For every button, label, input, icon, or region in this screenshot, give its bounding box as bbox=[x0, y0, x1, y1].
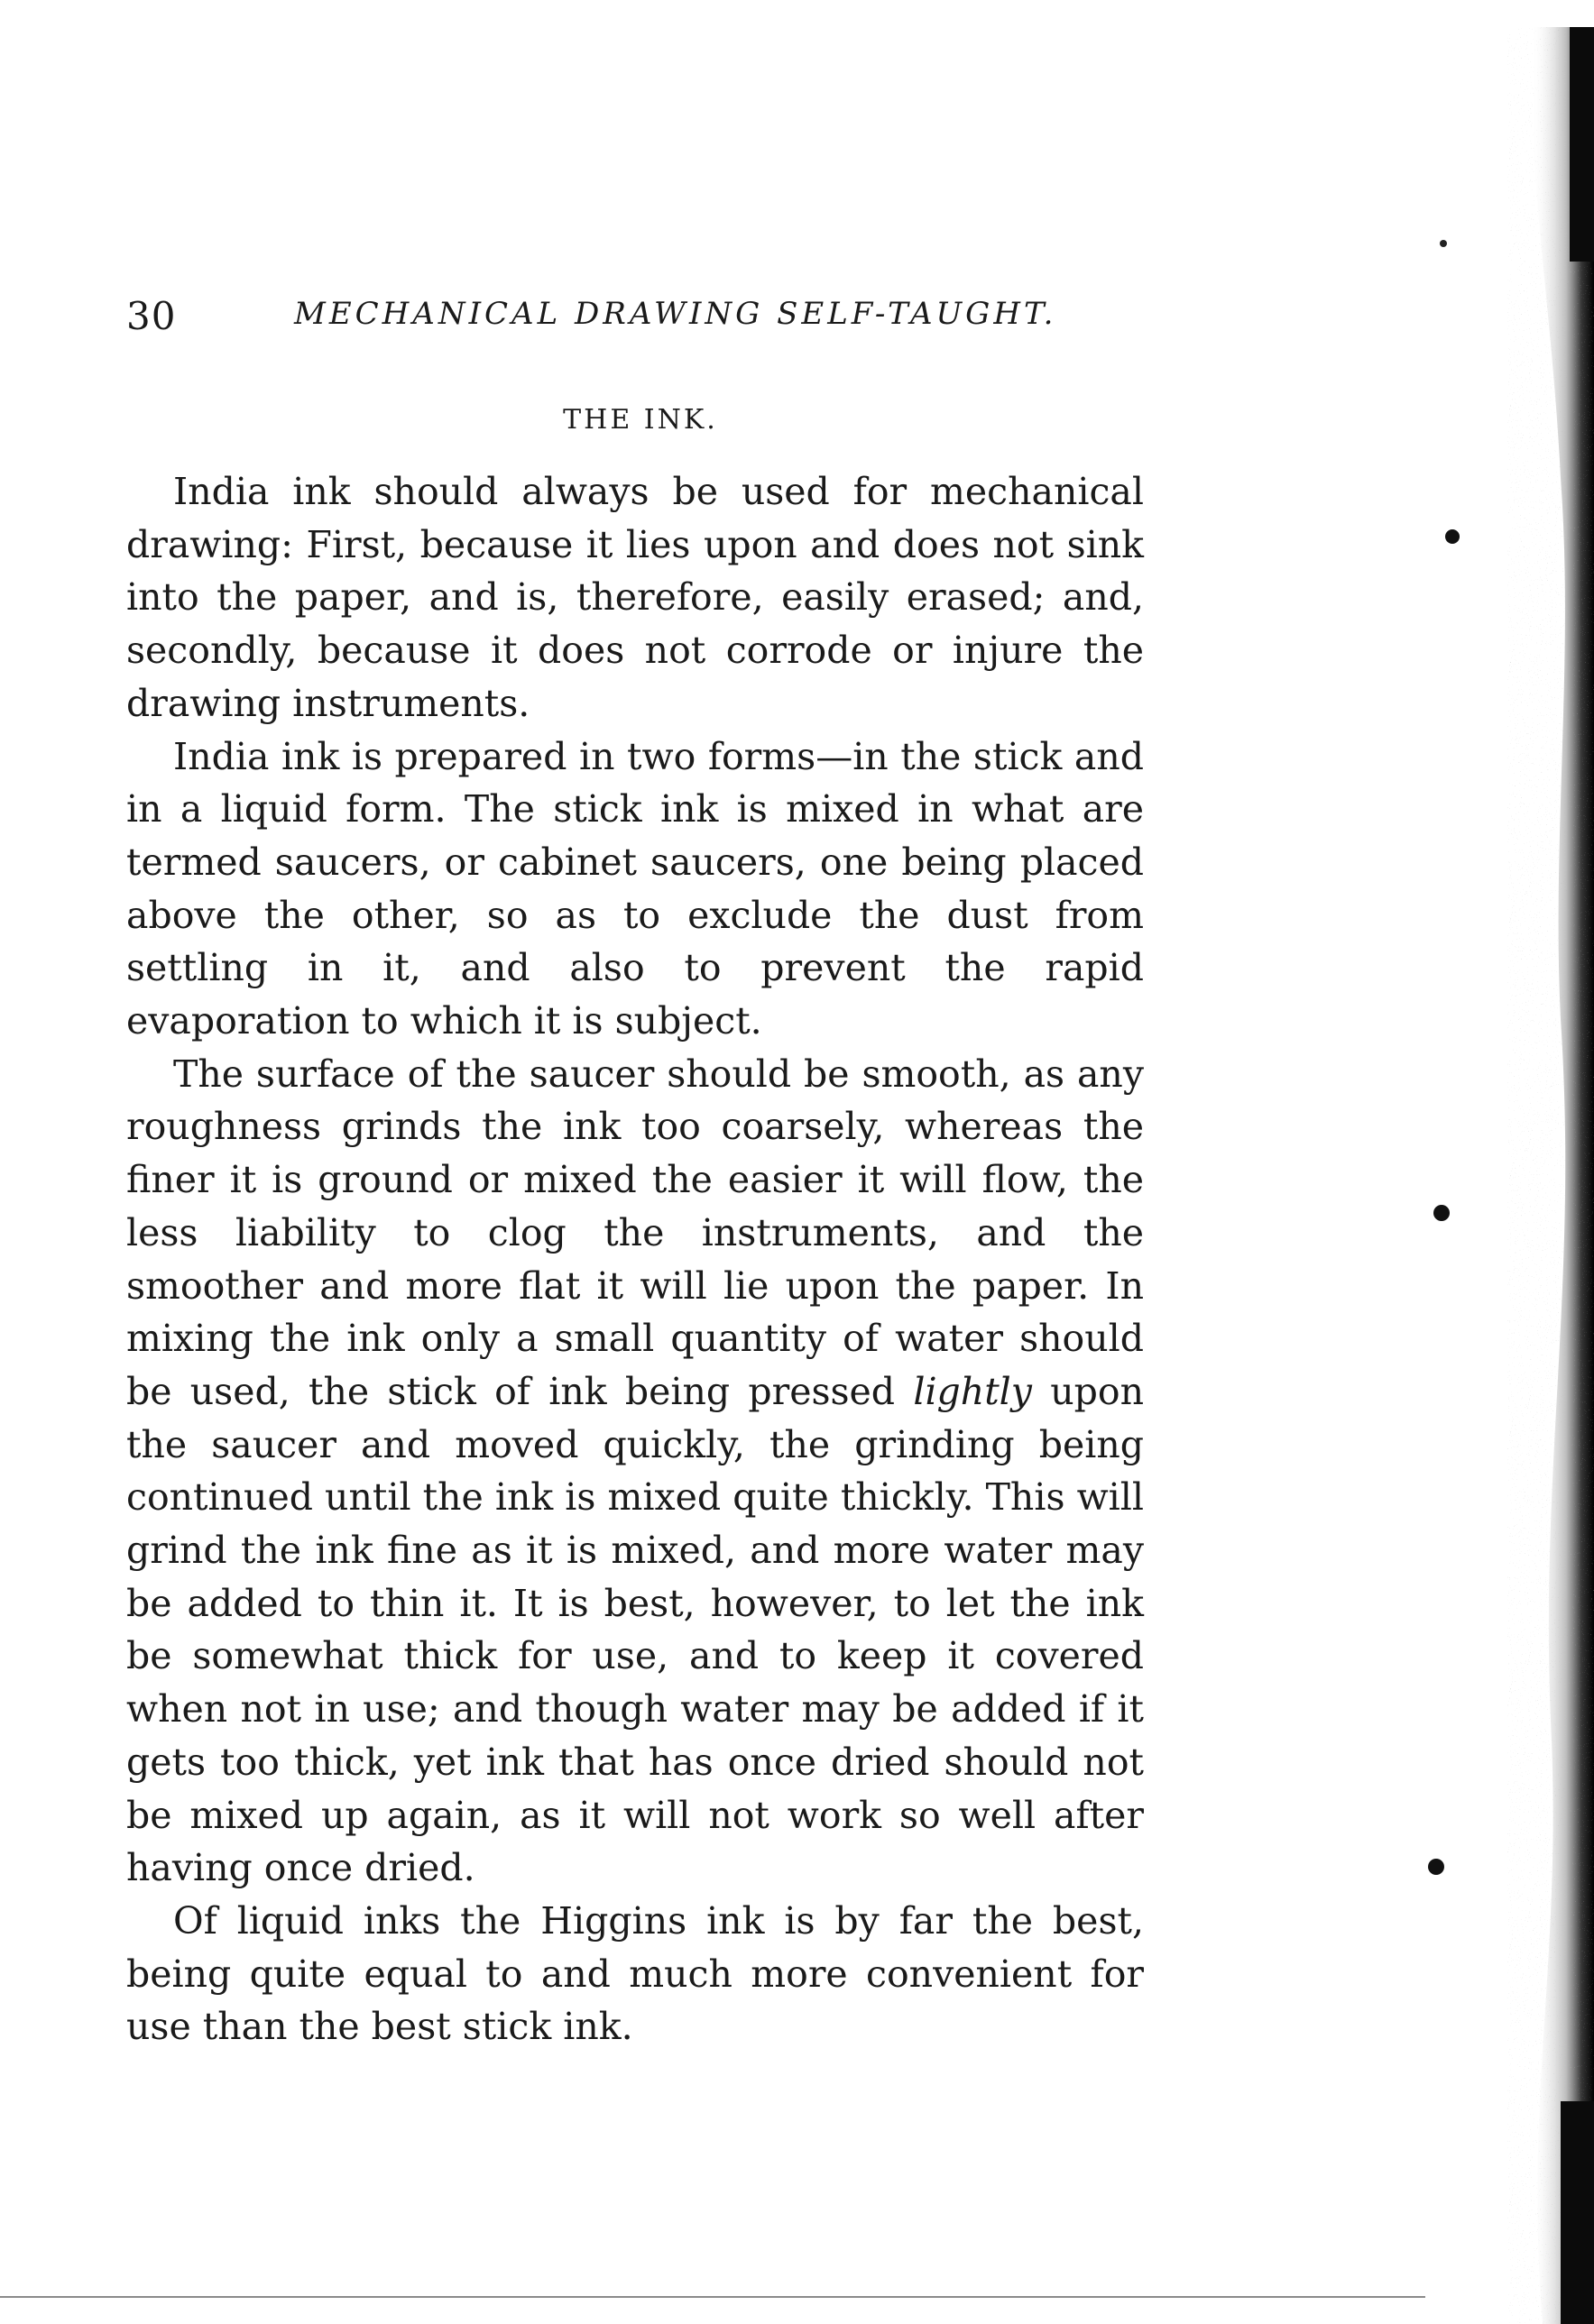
page-header bbox=[126, 290, 1164, 344]
paragraph-1: India ink should always be used for mechanical drawing: First, because it lies upon and does not sink into the paper, and is, therefore, easily erased; and, secondly, because it does not corrode or injure the drawing instruments. bbox=[126, 470, 1144, 725]
paragraph-2: India ink is prepared in two forms—in the stick and in a liquid form. The stick ink is mixed in what are termed saucers, or cabinet saucers, one being placed above the other, so as to exclude the dust from settling in it, and also to prevent the rapid evaporation to which it is subject. bbox=[126, 734, 1144, 1043]
running-title: MECHANICAL DRAWING SELF-TAUGHT. bbox=[294, 296, 1057, 332]
bottom-edge-line bbox=[0, 2296, 1425, 2298]
paragraph-3-text-start: The surface of the saucer should be smooth, as any roughness grinds the ink too coarsely, whereas the finer it is ground or mixed the easier it will flow, the less liability to clog the instruments, and the smoother and more flat it will lie upon the paper. In mixing the ink only a small quantity of water should be used, the stick of ink being pressed bbox=[126, 1052, 1144, 1413]
scan-edge-shadow bbox=[1425, 27, 1594, 2324]
body-text bbox=[126, 465, 1144, 2053]
paragraph-3 bbox=[126, 1048, 1144, 1895]
paragraph-4: Of liquid inks the Higgins ink is by far the best, being quite equal to and much more convenient for use than the best stick ink. bbox=[126, 1898, 1144, 2049]
paragraph-3-text-end: upon the saucer and moved quickly, the grinding being continued until the ink is mixed quite thickly. This will grind the ink fine as it is mixed, and more water may be added to thin it. It is best, however, to let the ink be somewhat thick for use, and to keep it covered when not in use; and though water may be added if it gets too thick, yet ink that has once dried should not be mixed up again, as it will not work so well after having once dried. bbox=[126, 1369, 1144, 1890]
section-title: THE INK. bbox=[563, 404, 718, 436]
page-number: 30 bbox=[126, 294, 177, 338]
emphasized-word: lightly bbox=[913, 1369, 1032, 1413]
